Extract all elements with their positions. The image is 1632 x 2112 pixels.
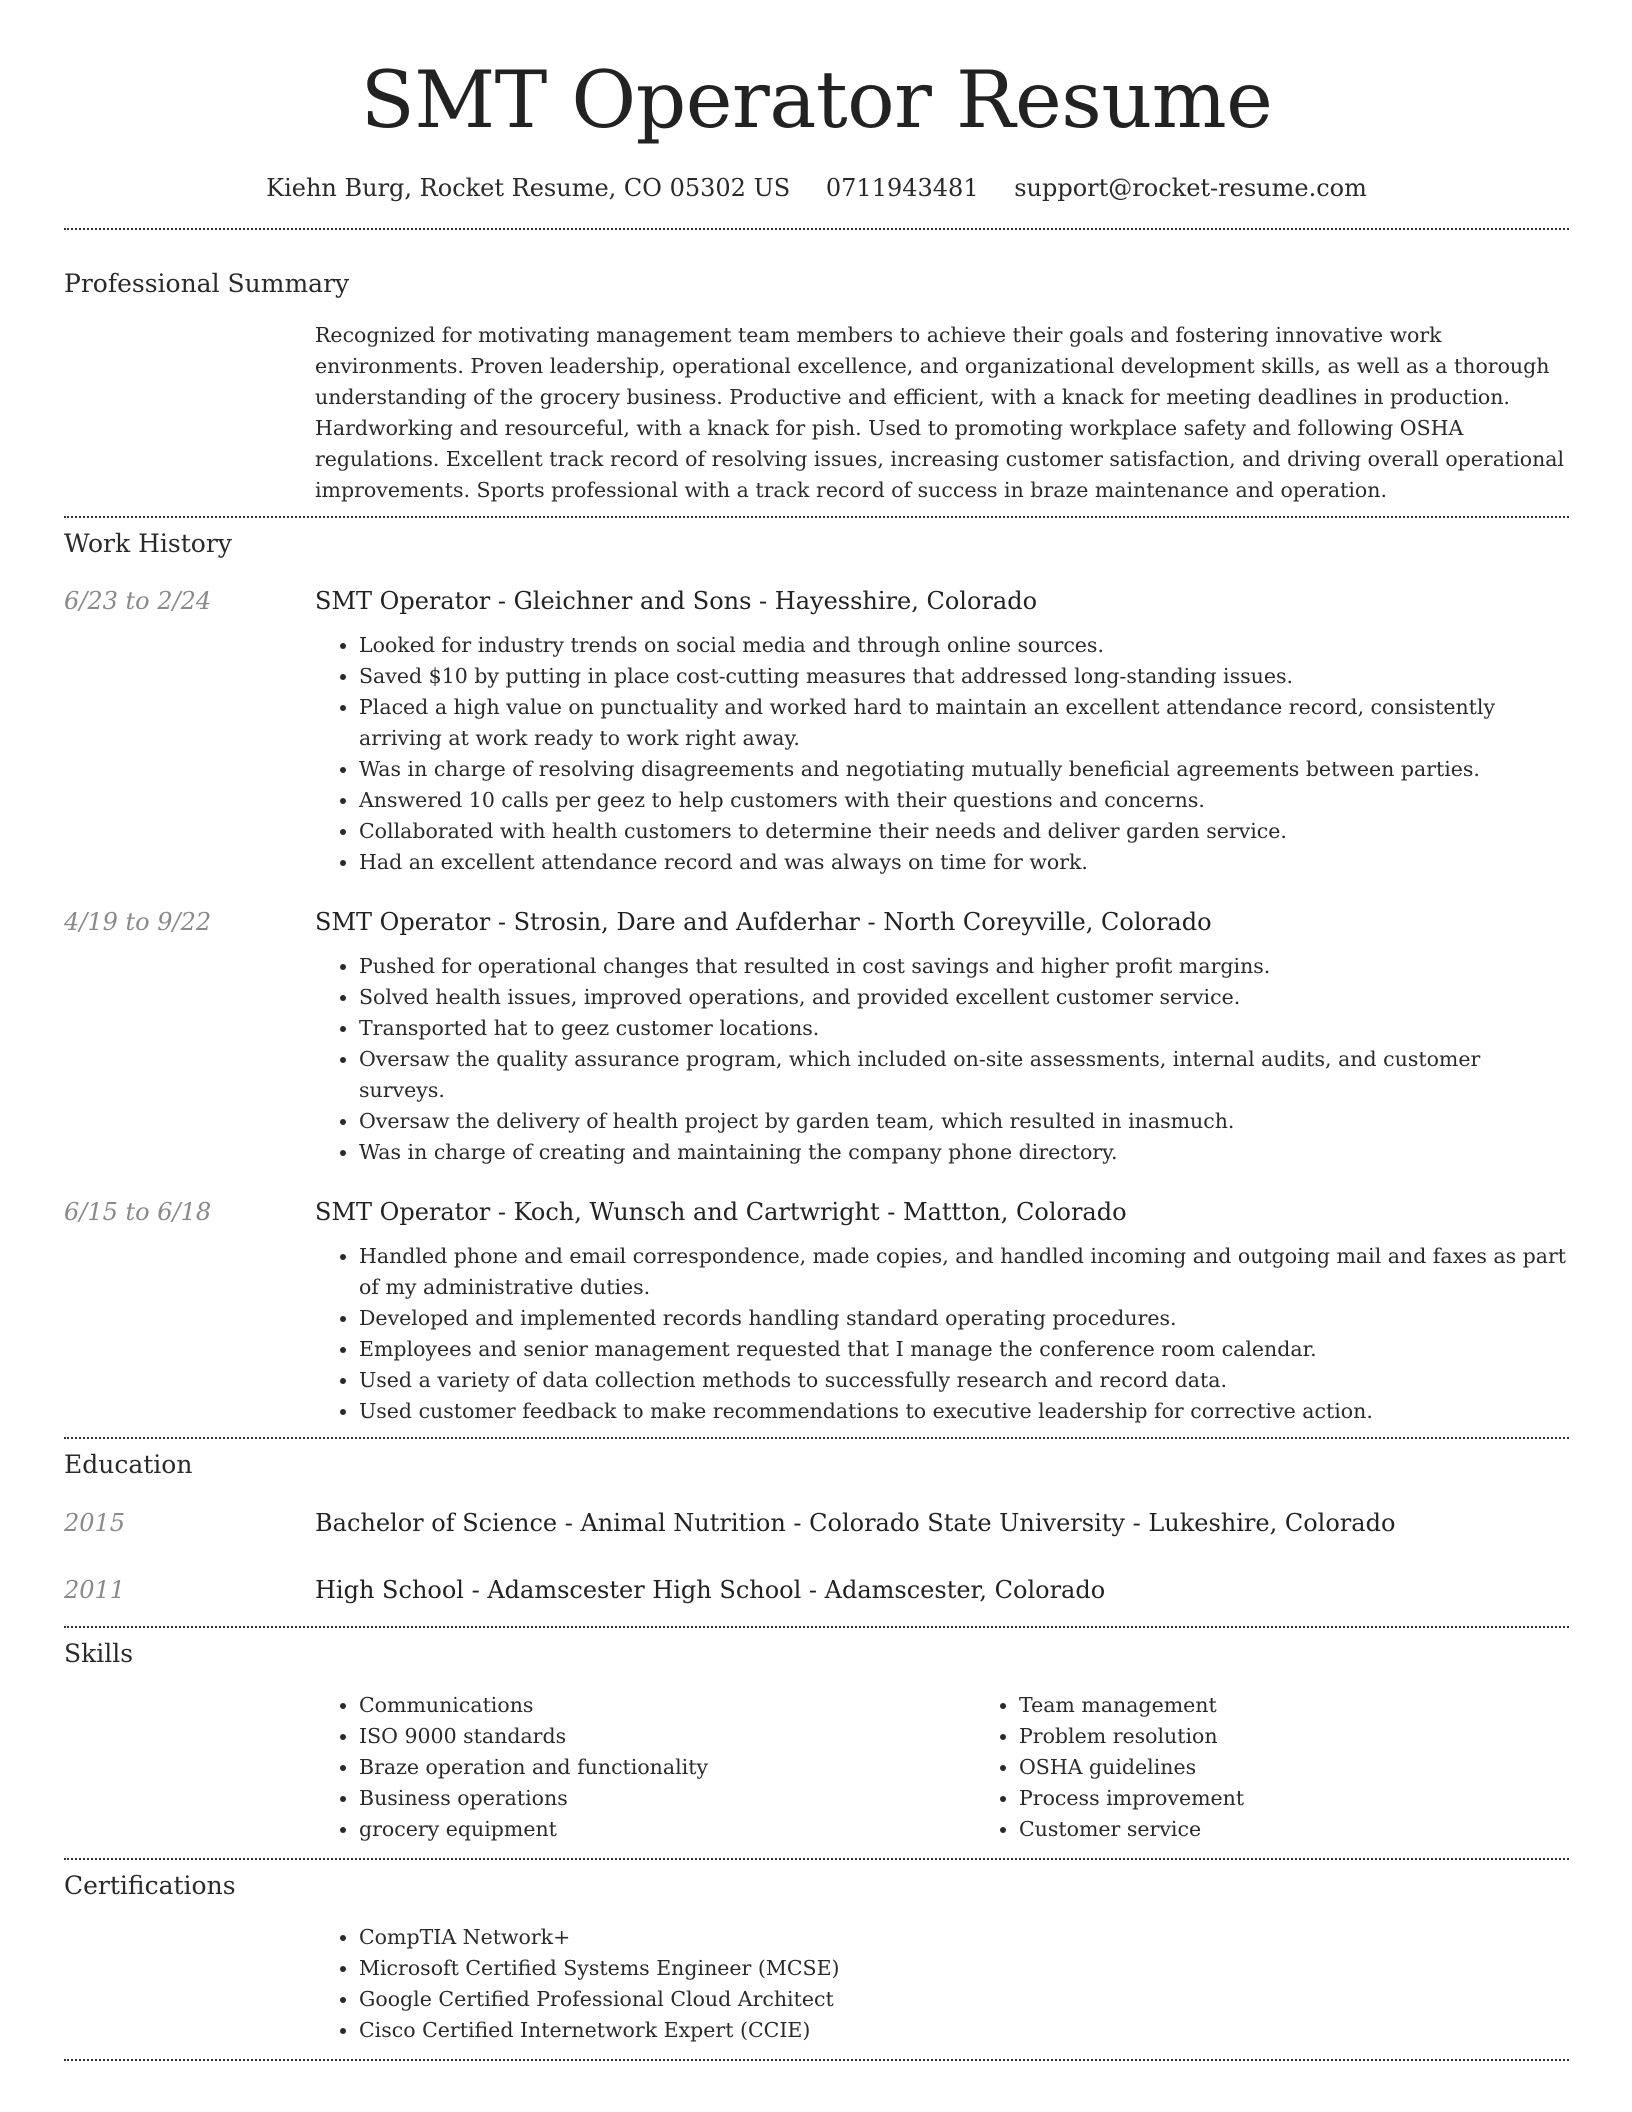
skill-item: • Problem resolution	[1019, 1721, 1632, 1752]
education-year: 2011	[64, 1576, 126, 1604]
certification-item: • CompTIA Network+	[359, 1922, 1569, 1953]
skills-column-2	[975, 1690, 1632, 1845]
list-item: • Was in charge of creating and maintaining the company phone directory.	[359, 1137, 1569, 1168]
list-item: • Handled phone and email correspondence, made copies, and handled incoming and outgoing mail and faxes as part of my administrative duties.	[359, 1241, 1569, 1303]
certification-item: • Cisco Certified Internetwork Expert (CCIE)	[359, 2015, 1569, 2046]
job-dates: 6/15 to 6/18	[64, 1198, 212, 1226]
divider	[64, 2059, 1569, 2061]
skills-section	[64, 1638, 1569, 1845]
education-entry	[64, 1507, 1569, 1539]
skill-item: • Team management	[1019, 1690, 1632, 1721]
education-section	[64, 1449, 1569, 1606]
work-history-section	[64, 528, 1569, 1427]
list-item: • Answered 10 calls per geez to help customers with their questions and concerns.	[359, 785, 1569, 816]
education-entry	[64, 1574, 1569, 1606]
list-item: • Employees and senior management requested that I manage the conference room calendar.	[359, 1334, 1569, 1365]
summary-section	[64, 268, 1569, 506]
job-title: SMT Operator - Strosin, Dare and Aufderhar - North Coreyville, Colorado	[315, 908, 1212, 936]
skill-item: • Business operations	[359, 1783, 975, 1814]
skills-column-1	[315, 1690, 975, 1845]
skill-item: • Braze operation and functionality	[359, 1752, 975, 1783]
skill-item: • Process improvement	[1019, 1783, 1632, 1814]
job-entry	[64, 1196, 1569, 1427]
skill-item: • OSHA guidelines	[1019, 1752, 1632, 1783]
certification-item: • Google Certified Professional Cloud Architect	[359, 1984, 1569, 2015]
list-item: • Used a variety of data collection methods to successfully research and record data.	[359, 1365, 1569, 1396]
job-entry	[64, 906, 1569, 1168]
job-bullets	[315, 1241, 1569, 1427]
job-dates: 6/23 to 2/24	[64, 587, 212, 615]
list-item: • Used customer feedback to make recommendations to executive leadership for corrective action.	[359, 1396, 1569, 1427]
list-item: • Looked for industry trends on social media and through online sources.	[359, 630, 1569, 661]
education-degree: High School - Adamscester High School - Adamscester, Colorado	[315, 1576, 1106, 1604]
job-dates: 4/19 to 9/22	[64, 908, 212, 936]
list-item: • Solved health issues, improved operations, and provided excellent customer service.	[359, 982, 1569, 1013]
skill-item: • grocery equipment	[359, 1814, 975, 1845]
divider	[64, 1437, 1569, 1439]
education-year: 2015	[64, 1509, 126, 1537]
list-item: • Developed and implemented records handling standard operating procedures.	[359, 1303, 1569, 1334]
job-title: SMT Operator - Koch, Wunsch and Cartwright - Mattton, Colorado	[315, 1198, 1127, 1226]
contact-phone: 0711943481	[825, 174, 979, 202]
list-item: • Oversaw the quality assurance program, which included on-site assessments, internal audits, and customer surveys.	[359, 1044, 1569, 1106]
section-title-skills: Skills	[64, 1639, 134, 1668]
job-title: SMT Operator - Gleichner and Sons - Hayesshire, Colorado	[315, 587, 1038, 615]
certification-item: • Microsoft Certified Systems Engineer (MCSE)	[359, 1953, 1569, 1984]
section-title-summary: Professional Summary	[64, 269, 350, 298]
list-item: • Saved $10 by putting in place cost-cutting measures that addressed long-standing issues.	[359, 661, 1569, 692]
skill-item: • Communications	[359, 1690, 975, 1721]
job-bullets	[315, 630, 1569, 878]
list-item: • Was in charge of resolving disagreements and negotiating mutually beneficial agreements between parties.	[359, 754, 1569, 785]
divider	[64, 516, 1569, 518]
section-title-work: Work History	[64, 529, 232, 558]
list-item: • Placed a high value on punctuality and worked hard to maintain an excellent attendance record, consistently arriving at work ready to work right away.	[359, 692, 1569, 754]
list-item: • Oversaw the delivery of health project by garden team, which resulted in inasmuch.	[359, 1106, 1569, 1137]
list-item: • Pushed for operational changes that resulted in cost savings and higher profit margins.	[359, 951, 1569, 982]
divider	[64, 1858, 1569, 1860]
skill-item: • Customer service	[1019, 1814, 1632, 1845]
list-item: • Transported hat to geez customer locations.	[359, 1013, 1569, 1044]
list-item: • Had an excellent attendance record and was always on time for work.	[359, 847, 1569, 878]
resume-title: SMT Operator Resume	[360, 54, 1273, 146]
list-item: • Collaborated with health customers to determine their needs and deliver garden service.	[359, 816, 1569, 847]
job-entry	[64, 585, 1569, 878]
divider	[64, 228, 1569, 230]
certifications-list	[315, 1922, 1569, 2046]
summary-text: Recognized for motivating management team members to achieve their goals and fostering innovative work environments. Proven leadership, operational excellence, and organizational development skills, as well as a thorough understanding of the grocery business. Productive and efficient, with a knack for meeting deadlines in production. Hardworking and resourceful, with a knack for pish. Used to promoting workplace safety and following OSHA regulations. Excellent track record of resolving issues, increasing customer satisfaction, and driving overall operational improvements. Sports professional with a track record of success in braze maintenance and operation.	[315, 323, 1565, 502]
contact-email[interactable]: support@rocket-resume.com	[1014, 174, 1367, 202]
certifications-section	[64, 1870, 1569, 2046]
contact-address: Kiehn Burg, Rocket Resume, CO 05302 US	[266, 174, 791, 202]
skill-item: • ISO 9000 standards	[359, 1721, 975, 1752]
education-degree: Bachelor of Science - Animal Nutrition - Colorado State University - Lukeshire, Colorado	[315, 1509, 1396, 1537]
section-title-education: Education	[64, 1450, 193, 1479]
contact-line	[64, 173, 1569, 203]
divider	[64, 1626, 1569, 1628]
job-bullets	[315, 951, 1569, 1168]
section-title-certifications: Certifications	[64, 1871, 236, 1900]
resume-page	[64, 0, 1569, 2061]
